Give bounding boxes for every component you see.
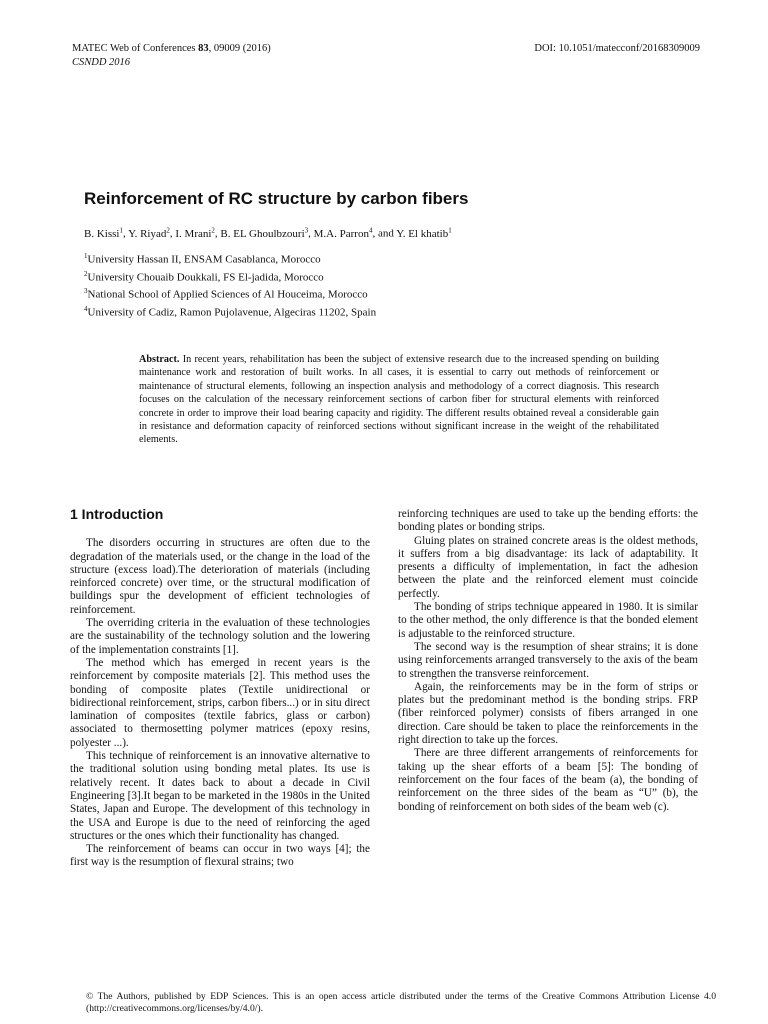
running-header-left xyxy=(72,42,271,70)
journal-citation: MATEC Web of Conferences 83, 09009 (2016) xyxy=(72,43,271,54)
license-footer: © The Authors, published by EDP Sciences. This is an open access article distributed under the terms of the Creative Commons Attribution License 4.0 (http://creativecommons.org/licenses/by/4.0/). xyxy=(86,991,716,1014)
affiliation: $^4$University of Cadiz, Ramon Pujolavenue, Algeciras 11202, Spain xyxy=(84,304,377,319)
paragraph: reinforcing techniques are used to take up the bending efforts: the bonding plates or bonding strips. xyxy=(398,508,698,534)
paper-title: Reinforcement of RC structure by carbon fibers xyxy=(84,189,469,208)
conference-name: CSNDD 2016 xyxy=(72,57,131,68)
affiliation: $^2$University Chouaib Doukkali, FS El-jadida, Morocco xyxy=(84,269,324,284)
author: M.A. Parron$^4$ xyxy=(313,226,373,240)
abstract-text: In recent years, rehabilitation has been the subject of extensive research due to the increased spending on building maintenance work and restoration of built works. In all cases, it is essential to carry out methods of reinforcement or maintenance of structural elements, following an inspection analysis and methodology of a correct diagnosis. This research focuses on the calculation of the necessary reinforcement sections of carbon fiber for structural elements with reinforced concrete in order to improve their load bearing capacity and rigidity. The different results obtained reveal a considerable gain in resistance and deformation capacity of reinforced sections without significant increase in the weight of the rehabilitated elements. xyxy=(139,354,660,446)
author: I. Mrani$^2$ xyxy=(175,226,215,240)
paragraph: The overriding criteria in the evaluation of these technologies are the sustainability of the technology solution and the lowering of the implementation constraints [1]. xyxy=(70,617,370,656)
publication-year: (2016) xyxy=(242,43,271,54)
paragraph: Again, the reinforcements may be in the form of strips or plates but the predominant method is the bonding strips. FRP (fiber reinforced polymer) consists of fibers arranged in one direction. Care should be taken to place the reinforcements in the right direction to take up the forces. xyxy=(398,680,698,747)
paragraph: The disorders occurring in structures are often due to the degradation of the materials used, or the change in the load of the structure (excess load).The deterioration of materials (including reinforced concrete) over time, or the structural modification of buildings spur the development of efficient technologies of reinforcement. xyxy=(70,537,370,616)
affiliation-list xyxy=(84,249,376,320)
paragraph: There are three different arrangements of reinforcements for taking up the shear efforts of a beam [5]: The bonding of reinforcement on the four faces of the beam (a), the bonding of reinforcement on the three sides of the beam as “U” (b), the bonding of reinforcement on both sides of the beam web (c). xyxy=(398,747,698,813)
author: Y. Riyad$^2$ xyxy=(128,226,170,240)
paragraph: The bonding of strips technique appeared in 1980. It is similar to the other method, the only difference is that the bonded element is adjustable to the reinforced structure. xyxy=(398,601,698,640)
paragraph: Gluing plates on strained concrete areas is the oldest methods, it suffers from a big disadvantage: its lack of adaptability. It presents a difficulty of implementation, in fact the adhesion between the plate and the reinforced element must coincide perfectly. xyxy=(398,534,698,600)
affiliation: $^3$National School of Applied Sciences of Al Houceima, Morocco xyxy=(84,287,368,301)
abstract xyxy=(139,353,659,447)
affiliation: $^1$University Hassan II, ENSAM Casablanca, Morocco xyxy=(84,252,321,266)
paragraph: The second way is the resumption of shear strains; it is done using reinforcements arranged transversely to the axis of the beam to strengthen the transverse reinforcement. xyxy=(398,640,698,680)
left-column xyxy=(70,508,370,870)
section-heading: 1 Introduction xyxy=(70,506,164,522)
paragraph: The reinforcement of beams can occur in two ways [4]; the first way is the resumption of flexural strains; two xyxy=(70,843,370,869)
article-number: 09009 xyxy=(213,43,241,54)
right-column xyxy=(398,508,698,814)
paragraph: This technique of reinforcement is an innovative alternative to the traditional solution using bonding metal plates. Its use is relatively recent. It dates back to about a decade in Civil Engineering [3].It began to be marketed in the 1980s in the United States, Japan and Europe. The development of this technology in the USA and Europe is due to the need of reinforcing the aged structures or the ones which their functionality has changed. xyxy=(70,750,370,842)
author: B. EL Ghoulbzouri$^3$ xyxy=(220,226,309,240)
abstract-label: Abstract. xyxy=(139,354,180,365)
journal-volume: 83 xyxy=(198,43,209,54)
doi[interactable]: DOI: 10.1051/matecconf/20168309009 xyxy=(534,43,700,54)
journal-name: MATEC Web of Conferences xyxy=(72,43,196,54)
paragraph: The method which has emerged in recent years is the reinforcement by composite materials [2]. This method uses the bonding of composite plates (Textile unidirectional or bidirectional reinforcement, strips, carbon fibers...) or in situ direct lamination of composites (textile fabrics, glass or carbon) associated to thermosetting polymer matrices (epoxy resins, polyester ...). xyxy=(70,656,370,749)
author: B. Kissi$^1$ xyxy=(84,226,123,240)
author-list: B. Kissi$^1$, Y. Riyad$^2$, I. Mrani$^2$, B. EL Ghoulbzouri$^3$, M.A. Parron$^4$, and Y. El khatib$^1$ xyxy=(84,226,452,240)
author: Y. El khatib$^1$ xyxy=(396,226,452,240)
